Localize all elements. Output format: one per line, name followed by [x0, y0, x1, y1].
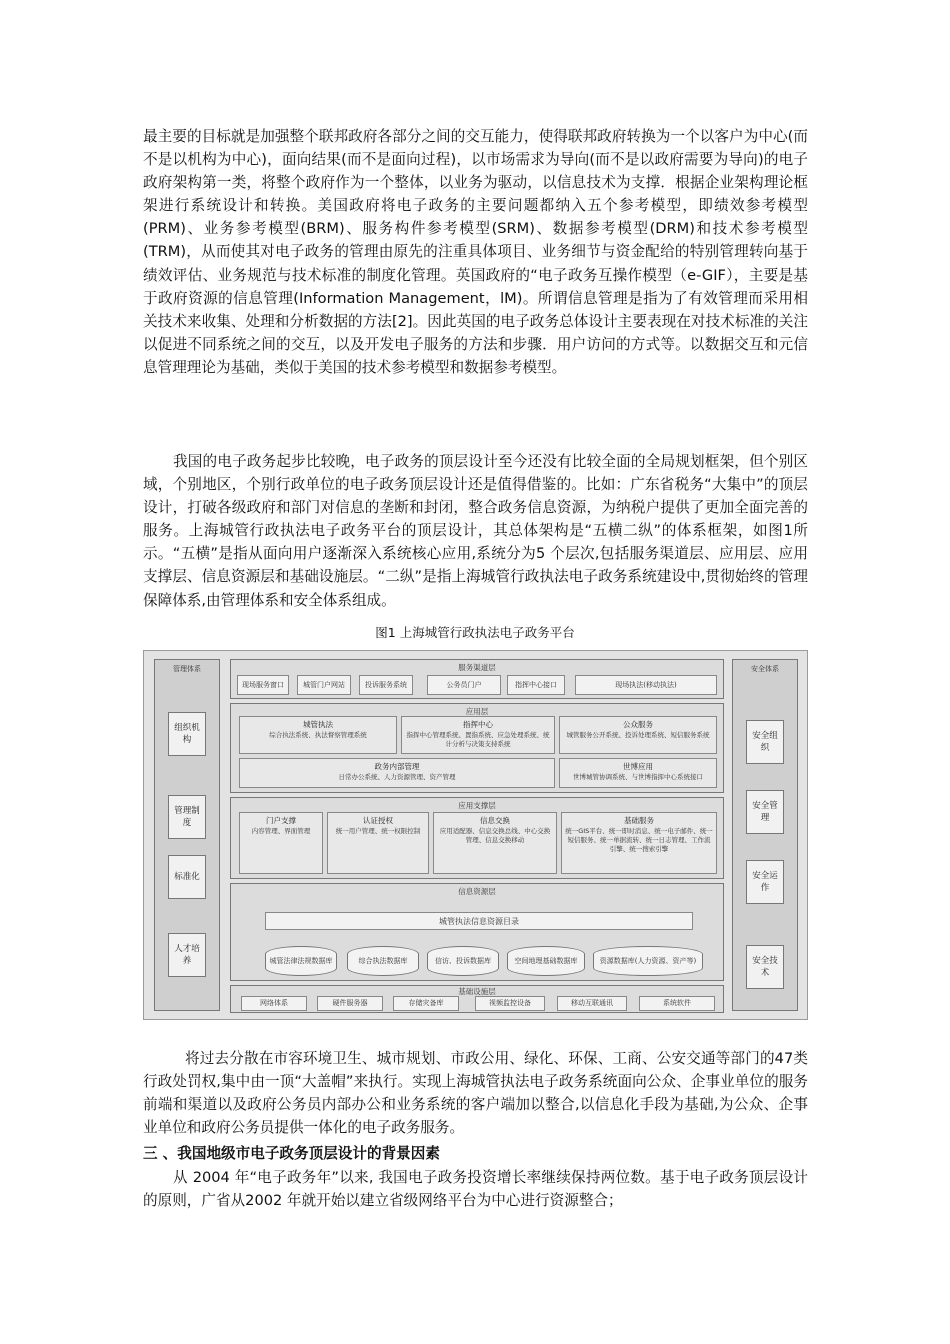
- security-system-title: 安全体系: [751, 665, 779, 673]
- infra-item: 存储灾备库: [393, 996, 459, 1011]
- auth-body: 统一用户管理、统一权限控制: [335, 827, 421, 835]
- security-system-column: [732, 659, 798, 1011]
- support-layer-title: 应用支撑层: [458, 801, 496, 810]
- city-enforcement-body: 综合执法系统、执法督察管理系统: [269, 731, 367, 739]
- database-cylinder: 信访、投诉数据库: [427, 946, 499, 976]
- security-item: 安全组织: [746, 720, 784, 764]
- resource-catalog: 城管执法信息资源目录: [265, 912, 693, 930]
- basic-service-title: 基础服务: [624, 816, 654, 825]
- public-service-body: 城管服务公开系统、投诉处理系统、短信服务系统: [566, 731, 710, 739]
- figure-caption: 图1 上海城管行政执法电子政务平台: [375, 625, 575, 640]
- expo-application-title: 世博应用: [623, 762, 653, 771]
- auth-title: 认证授权: [363, 816, 393, 825]
- service-channel-title: 服务渠道层: [458, 663, 496, 672]
- application-layer: [230, 703, 724, 793]
- public-service-title: 公众服务: [623, 720, 653, 729]
- info-exchange-body: 应用适配器、信息交换总线、中心交换管理、信息交换移动: [439, 827, 551, 844]
- database-cylinder: 城管法律法规数据库: [265, 946, 337, 976]
- infra-item: 网络体系: [241, 996, 307, 1011]
- channel-item: 指挥中心接口: [507, 675, 565, 695]
- basic-service-body: 统一GIS平台、统一即时消息、统一电子邮件、统一短信服务、统一单据流转、统一日志管理、工作流引擎、统一搜索引擎: [565, 827, 713, 853]
- management-item: 组织机构: [168, 712, 206, 756]
- city-enforcement-box: [239, 716, 397, 754]
- infra-item: 系统软件: [639, 996, 715, 1011]
- management-item: 管理制度: [168, 795, 206, 839]
- infra-item: 视频监控设备: [475, 996, 545, 1011]
- infrastructure-layer-title: 基础设施层: [458, 987, 496, 996]
- channel-item: 投诉服务系统: [359, 675, 413, 695]
- command-center-body: 指挥中心管理系统、置指系统、应急处理系统、统计分析与决策支持系统: [406, 731, 550, 748]
- city-enforcement-title: 城管执法: [303, 720, 333, 729]
- security-item: 安全管理: [746, 790, 784, 834]
- infrastructure-layer: [230, 985, 724, 1013]
- portal-support-body: 内容管理、界面管理: [251, 827, 311, 835]
- service-channel-layer: [230, 659, 724, 699]
- resource-layer-title: 信息资源层: [458, 887, 496, 896]
- infra-item: 移动互联通讯: [557, 996, 627, 1011]
- channel-item: 城管门户网站: [297, 675, 351, 695]
- internal-management-title: 政务内部管理: [374, 762, 420, 771]
- management-system-title: 管理体系: [173, 665, 201, 673]
- command-center-title: 指挥中心: [463, 720, 493, 729]
- paragraph-2: 我国的电子政务起步比较晚，电子政务的顶层设计至今还没有比较全面的全局规划框架，但个别区域，个别地区，个别行政单位的电子政务顶层设计还是值得借鉴的。比如：广东省税务“大集中”的顶层设计，打破各级政府和部门对信息的垄断和封闭，整合政务信息资源，为纳税户提供了更加全面完善的服务。上海城管行政执法电子政务平台的顶层设计，其总体架构是“五横二纵”的体系框架，如图1所示。“五横”是指从面向用户逐渐深入系统核心应用,系统分为5 个层次,包括服务渠道层、应用层、应用支撑层、信息资源层和基础设施层。“二纵”是指上海城管行政执法电子政务系统建设中,贯彻始终的管理保障体系,由管理体系和安全体系组成。: [143, 453, 808, 609]
- section-heading: 三 、我国地级市电子政务顶层设计的背景因素: [143, 1145, 440, 1162]
- database-cylinder: 空间地理基础数据库: [507, 946, 585, 976]
- security-item: 安全运作: [746, 860, 784, 904]
- architecture-figure: [143, 650, 808, 1020]
- paragraph-1: 最主要的目标就是加强整个联邦政府各部分之间的交互能力，使得联邦政府转换为一个以客户为中心(而不是以机构为中心)，面向结果(而不是面向过程)，以市场需求为导向(而不是以政府需要为导向)的电子政府架构第一类，将整个政府作为一个整体，以业务为驱动，以信息技术为支撑．根据企业架构理论框架进行系统设计和转换。美国政府将电子政务的主要问题都纳入五个参考模型，即绩效参考模型(PRM)、业务参考模型(BRM)、服务构件参考模型(SRM)、数据参考模型(DRM)和技术参考模型(TRM)，从而使其对电子政务的管理由原先的注重具体项目、业务细节与资金配给的特别管理转向基于绩效评估、业务规范与技术标准的制度化管理。英国政府的“电子政务互操作模型（e-GIF），主要是基于政府资源的信息管理(Information Management，lM)。所谓信息管理是指为了有效管理而采用相关技术来收集、处理和分析数据的方法[2]。因此英国的电子政务总体设计主要表现在对技术标准的关注以促进不同系统之间的交互，以及开发电子服务的方法和步骤．用户访问的方式等。以数据交互和元信息管理理论为基础，类似于美国的技术参考模型和数据参考模型。: [143, 128, 808, 376]
- auth-box: [327, 812, 429, 874]
- information-resource-layer: [230, 883, 724, 981]
- channel-item: 现场执法(移动执法): [575, 675, 717, 695]
- expo-application-body: 世博城管协调系统、与世博指挥中心系统接口: [573, 773, 703, 781]
- database-cylinder: 综合执法数据库: [347, 946, 419, 976]
- expo-application-box: [559, 758, 717, 788]
- management-item: 标准化: [168, 855, 206, 899]
- security-item: 安全技术: [746, 945, 784, 989]
- paragraph-4: 从 2004 年“电子政务年”以来, 我国电子政务投资增长率继续保持两位数。基于电子政务顶层设计的原则，广省从2002 年就开始以建立省级网络平台为中心进行资源整合；: [143, 1169, 808, 1210]
- management-system-column: [154, 659, 220, 1011]
- info-exchange-title: 信息交换: [480, 816, 510, 825]
- info-exchange-box: [433, 812, 557, 874]
- basic-service-box: [561, 812, 717, 874]
- database-cylinder: 资源数据库(人力资源、资产等): [593, 946, 703, 976]
- application-layer-title: 应用层: [465, 707, 489, 716]
- command-center-box: [401, 716, 555, 754]
- public-service-box: [559, 716, 717, 754]
- portal-support-box: [239, 812, 323, 874]
- channel-item: 现场服务窗口: [237, 675, 289, 695]
- internal-management-box: [239, 758, 555, 788]
- paragraph-3: 将过去分散在市容环境卫生、城市规划、市政公用、绿化、环保、工商、公安交通等部门的47类行政处罚权,集中由一顶“大盖帽”来执行。实现上海城管执法电子政务系统面向公众、企事业单位的服务前端和渠道以及政府公务员内部办公和业务系统的客户端加以整合,以信息化手段为基础,为公众、企事业单位和政府公务员提供一体化的电子政务服务。: [143, 1050, 808, 1137]
- infra-item: 硬件服务器: [317, 996, 383, 1011]
- portal-support-title: 门户支撑: [266, 816, 296, 825]
- channel-item: 公务员门户: [427, 675, 501, 695]
- application-support-layer: [230, 797, 724, 879]
- internal-management-body: 日常办公系统、人力资源管理、资产管理: [338, 773, 456, 781]
- management-item: 人才培养: [168, 933, 206, 977]
